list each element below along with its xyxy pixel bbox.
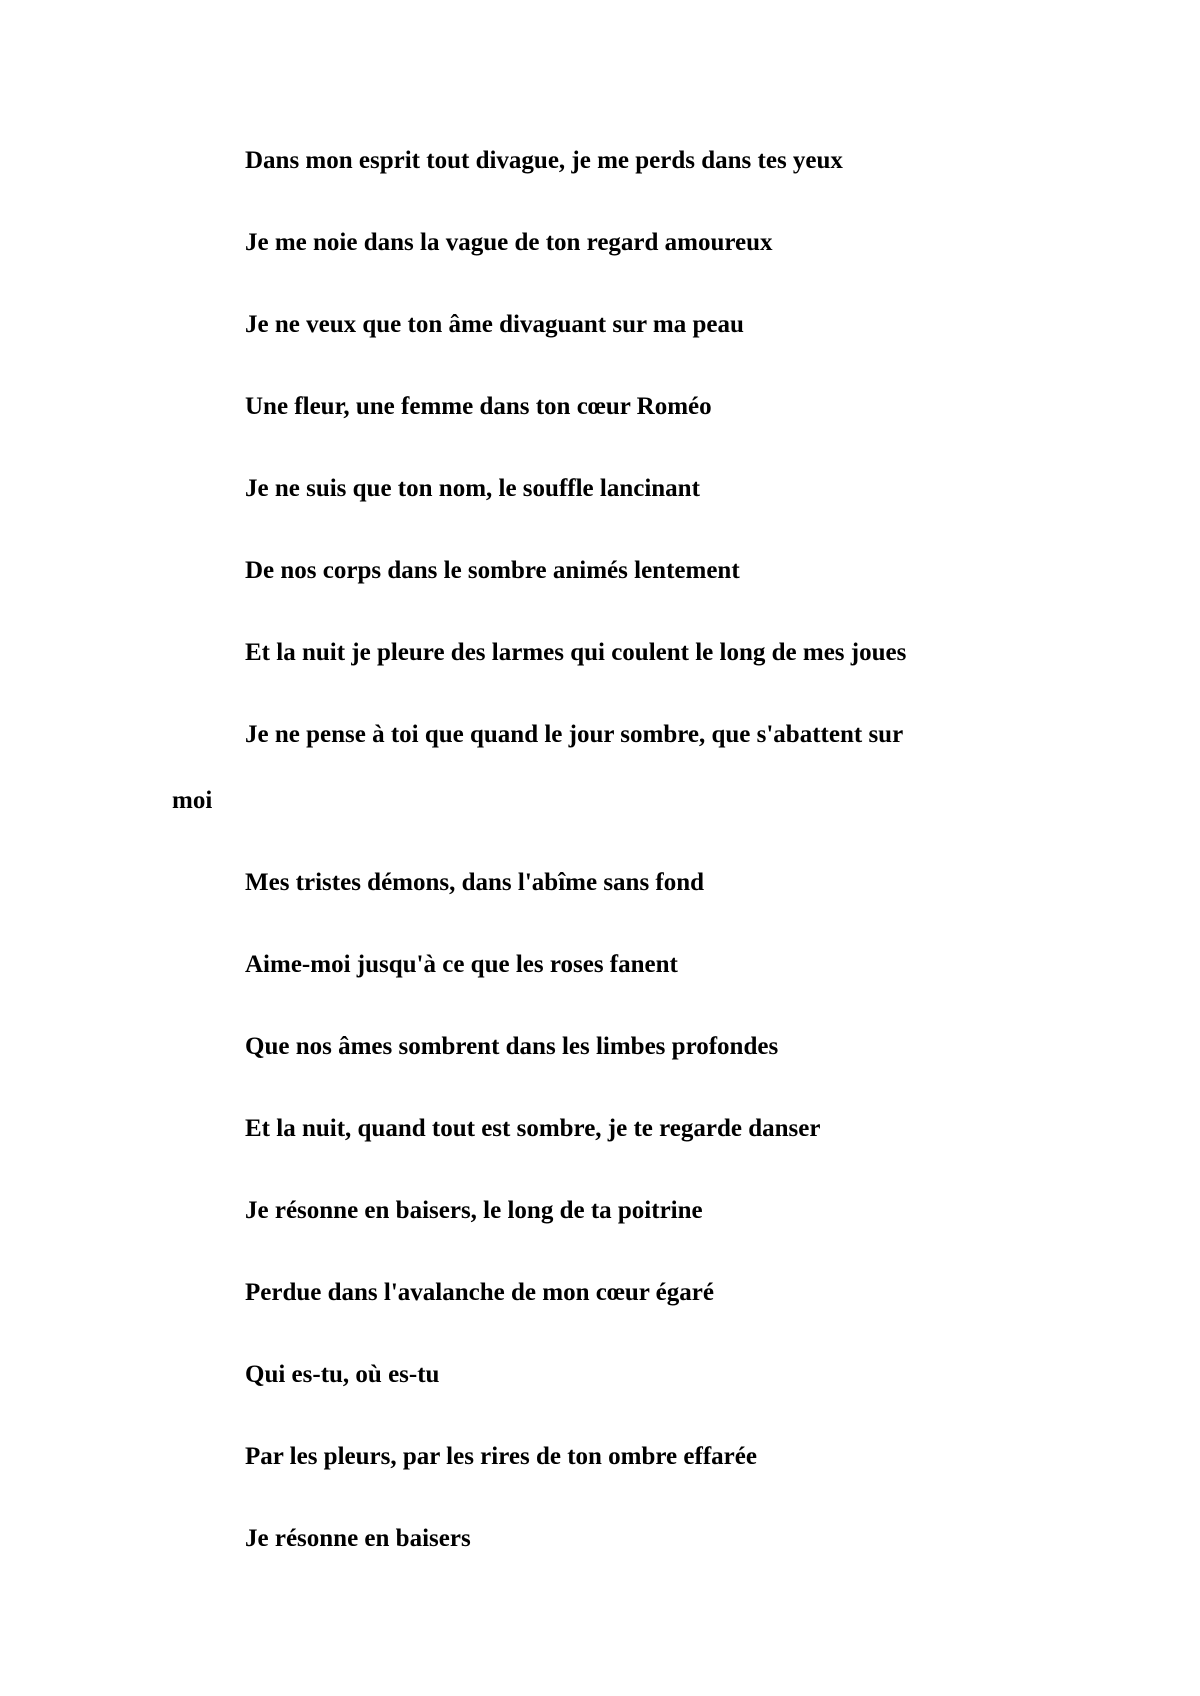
poem-line: Par les pleurs, par les rires de ton ombre effarée [245,1443,757,1470]
poem-line: Mes tristes démons, dans l'abîme sans fond [245,869,705,896]
poem-line: Je me noie dans la vague de ton regard amoureux [245,229,773,256]
poem-line: Aime-moi jusqu'à ce que les roses fanent [245,951,678,978]
poem-line: Je ne suis que ton nom, le souffle lancinant [245,475,700,502]
poem-line: Je ne pense à toi que quand le jour sombre, que s'abattent sur [245,721,904,748]
poem-line: Et la nuit je pleure des larmes qui coulent le long de mes joues [245,639,907,666]
poem-line: Je résonne en baisers, le long de ta poitrine [245,1197,703,1224]
poem-line-continuation: moi [172,787,213,814]
poem-line: Je résonne en baisers [245,1525,471,1552]
poem-line: Je ne veux que ton âme divaguant sur ma peau [245,311,744,338]
poem-line: Perdue dans l'avalanche de mon cœur égaré [245,1279,714,1306]
poem-line: Que nos âmes sombrent dans les limbes profondes [245,1033,779,1060]
poem-line: Qui es-tu, où es-tu [245,1361,440,1388]
poem-line: Une fleur, une femme dans ton cœur Roméo [245,393,712,420]
poem-line: Et la nuit, quand tout est sombre, je te regarde danser [245,1115,821,1142]
poem-line: De nos corps dans le sombre animés lentement [245,557,740,584]
poem-line: Dans mon esprit tout divague, je me perds dans tes yeux [245,147,843,174]
